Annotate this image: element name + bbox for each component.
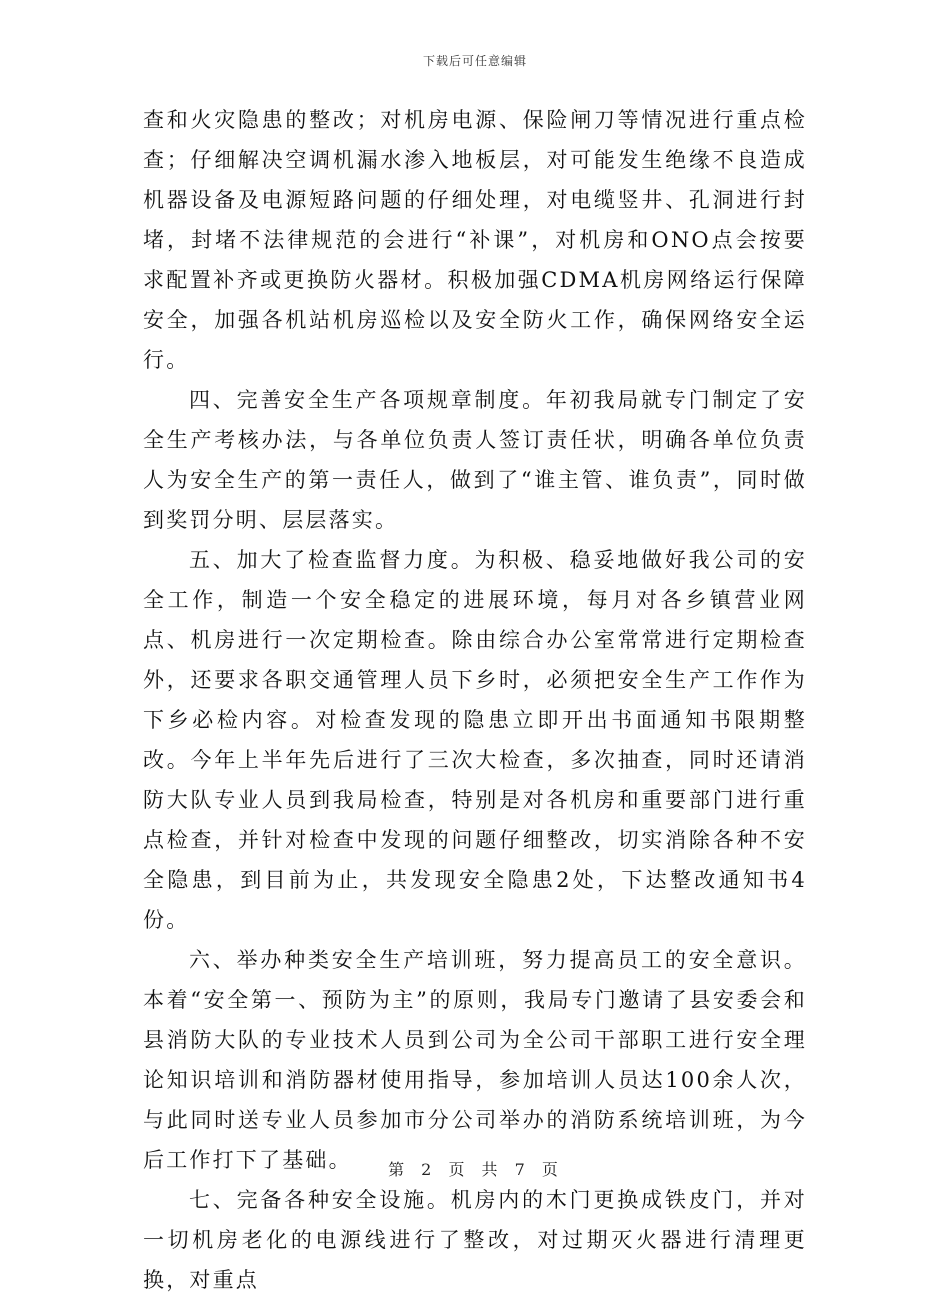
paragraph-section-7: 七、完备各种安全设施。机房内的木门更换成铁皮门，并对一切机房老化的电源线进行了整改，对过期灭火器进行清理更换，对重点 xyxy=(143,1188,807,1292)
paragraph-section-6: 六、举办种类安全生产培训班，努力提高员工的安全意识。本着“安全第一、预防为主”的原则，我局专门邀请了县安委会和县消防大队的专业技术人员到公司为全公司干部职工进行安全理论知识培训和消防器材使用指导，参加培训人员达100余人次，与此同时送专业人员参加市分公司举办的消防系统培训班，为今后工作打下了基础。 xyxy=(143,948,807,1172)
paragraph-section-4: 四、完善安全生产各项规章制度。年初我局就专门制定了安全生产考核办法，与各单位负责人签订责任状，明确各单位负责人为安全生产的第一责任人，做到了“谁主管、谁负责”，同时做到奖罚分明、层层落实。 xyxy=(143,388,807,532)
page-number-footer: 第 2 页 共 7 页 xyxy=(388,1160,562,1179)
document-body xyxy=(143,100,807,1300)
page-header: 下载后可任意编辑 xyxy=(422,54,527,68)
paragraph-section-5: 五、加大了检查监督力度。为积极、稳妥地做好我公司的安全工作，制造一个安全稳定的进展环境，每月对各乡镇营业网点、机房进行一次定期检查。除由综合办公室常常进行定期检查外，还要求各职交通管理人员下乡时，必须把安全生产工作作为下乡必检内容。对检查发现的隐患立即开出书面通知书限期整改。今年上半年先后进行了三次大检查，多次抽查，同时还请消防大队专业人员到我局检查，特别是对各机房和重要部门进行重点检查，并针对检查中发现的问题仔细整改，切实消除各种不安全隐患，到目前为止，共发现安全隐患2处，下达整改通知书4份。 xyxy=(143,548,807,932)
paragraph-continuation: 查和火灾隐患的整改；对机房电源、保险闸刀等情况进行重点检查；仔细解决空调机漏水渗入地板层，对可能发生绝缘不良造成机器设备及电源短路问题的仔细处理，对电缆竖井、孔洞进行封堵，封堵不法律规范的会进行“补课”，对机房和ONO点会按要求配置补齐或更换防火器材。积极加强CDMA机房网络运行保障安全，加强各机站机房巡检以及安全防火工作，确保网络安全运行。 xyxy=(143,108,807,372)
